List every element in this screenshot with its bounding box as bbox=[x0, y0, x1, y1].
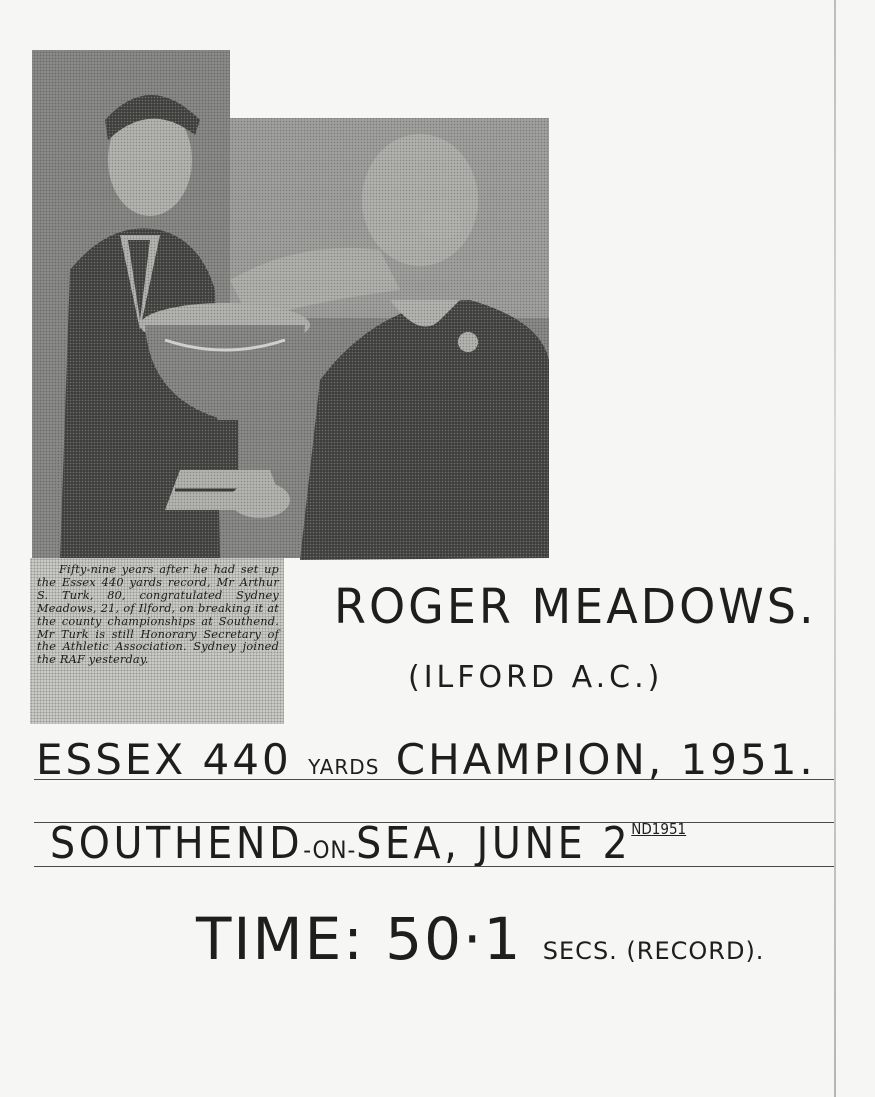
county: ESSEX bbox=[36, 735, 187, 784]
distance-unit: YARDS bbox=[308, 755, 380, 779]
date-suffix: ND bbox=[631, 820, 652, 838]
venue-connector: -ON- bbox=[303, 836, 357, 864]
venue-line bbox=[50, 818, 686, 869]
underline-1 bbox=[34, 779, 834, 780]
time-line bbox=[196, 905, 764, 973]
venue-town: SOUTHEND bbox=[50, 818, 304, 869]
underline-2b bbox=[34, 866, 834, 867]
club-name: (ILFORD A.C.) bbox=[408, 660, 664, 695]
championship-line bbox=[36, 735, 816, 784]
venue-date: SEA, JUNE 2 bbox=[356, 818, 632, 869]
photo-caption: Fifty-nine years after he had set up the Essex 440 yards record, Mr Arthur S. Turk, 80, congratulated Sydney Meadows, 21, of Ilford, on breaking it at the county championships at Southend. Mr Turk is still Honorary Secretary of the Athletic Association. Sydney joined the RAF yesterday. bbox=[30, 558, 284, 724]
distance: 440 bbox=[202, 735, 292, 784]
date-year: 1951 bbox=[651, 820, 687, 838]
time-value: TIME: 50·1 bbox=[196, 905, 523, 973]
underline-2a bbox=[34, 822, 834, 823]
athlete-name: ROGER MEADOWS. bbox=[334, 578, 817, 635]
time-unit: SECS. (RECORD). bbox=[542, 937, 765, 965]
championship-year: CHAMPION, 1951. bbox=[395, 735, 816, 784]
